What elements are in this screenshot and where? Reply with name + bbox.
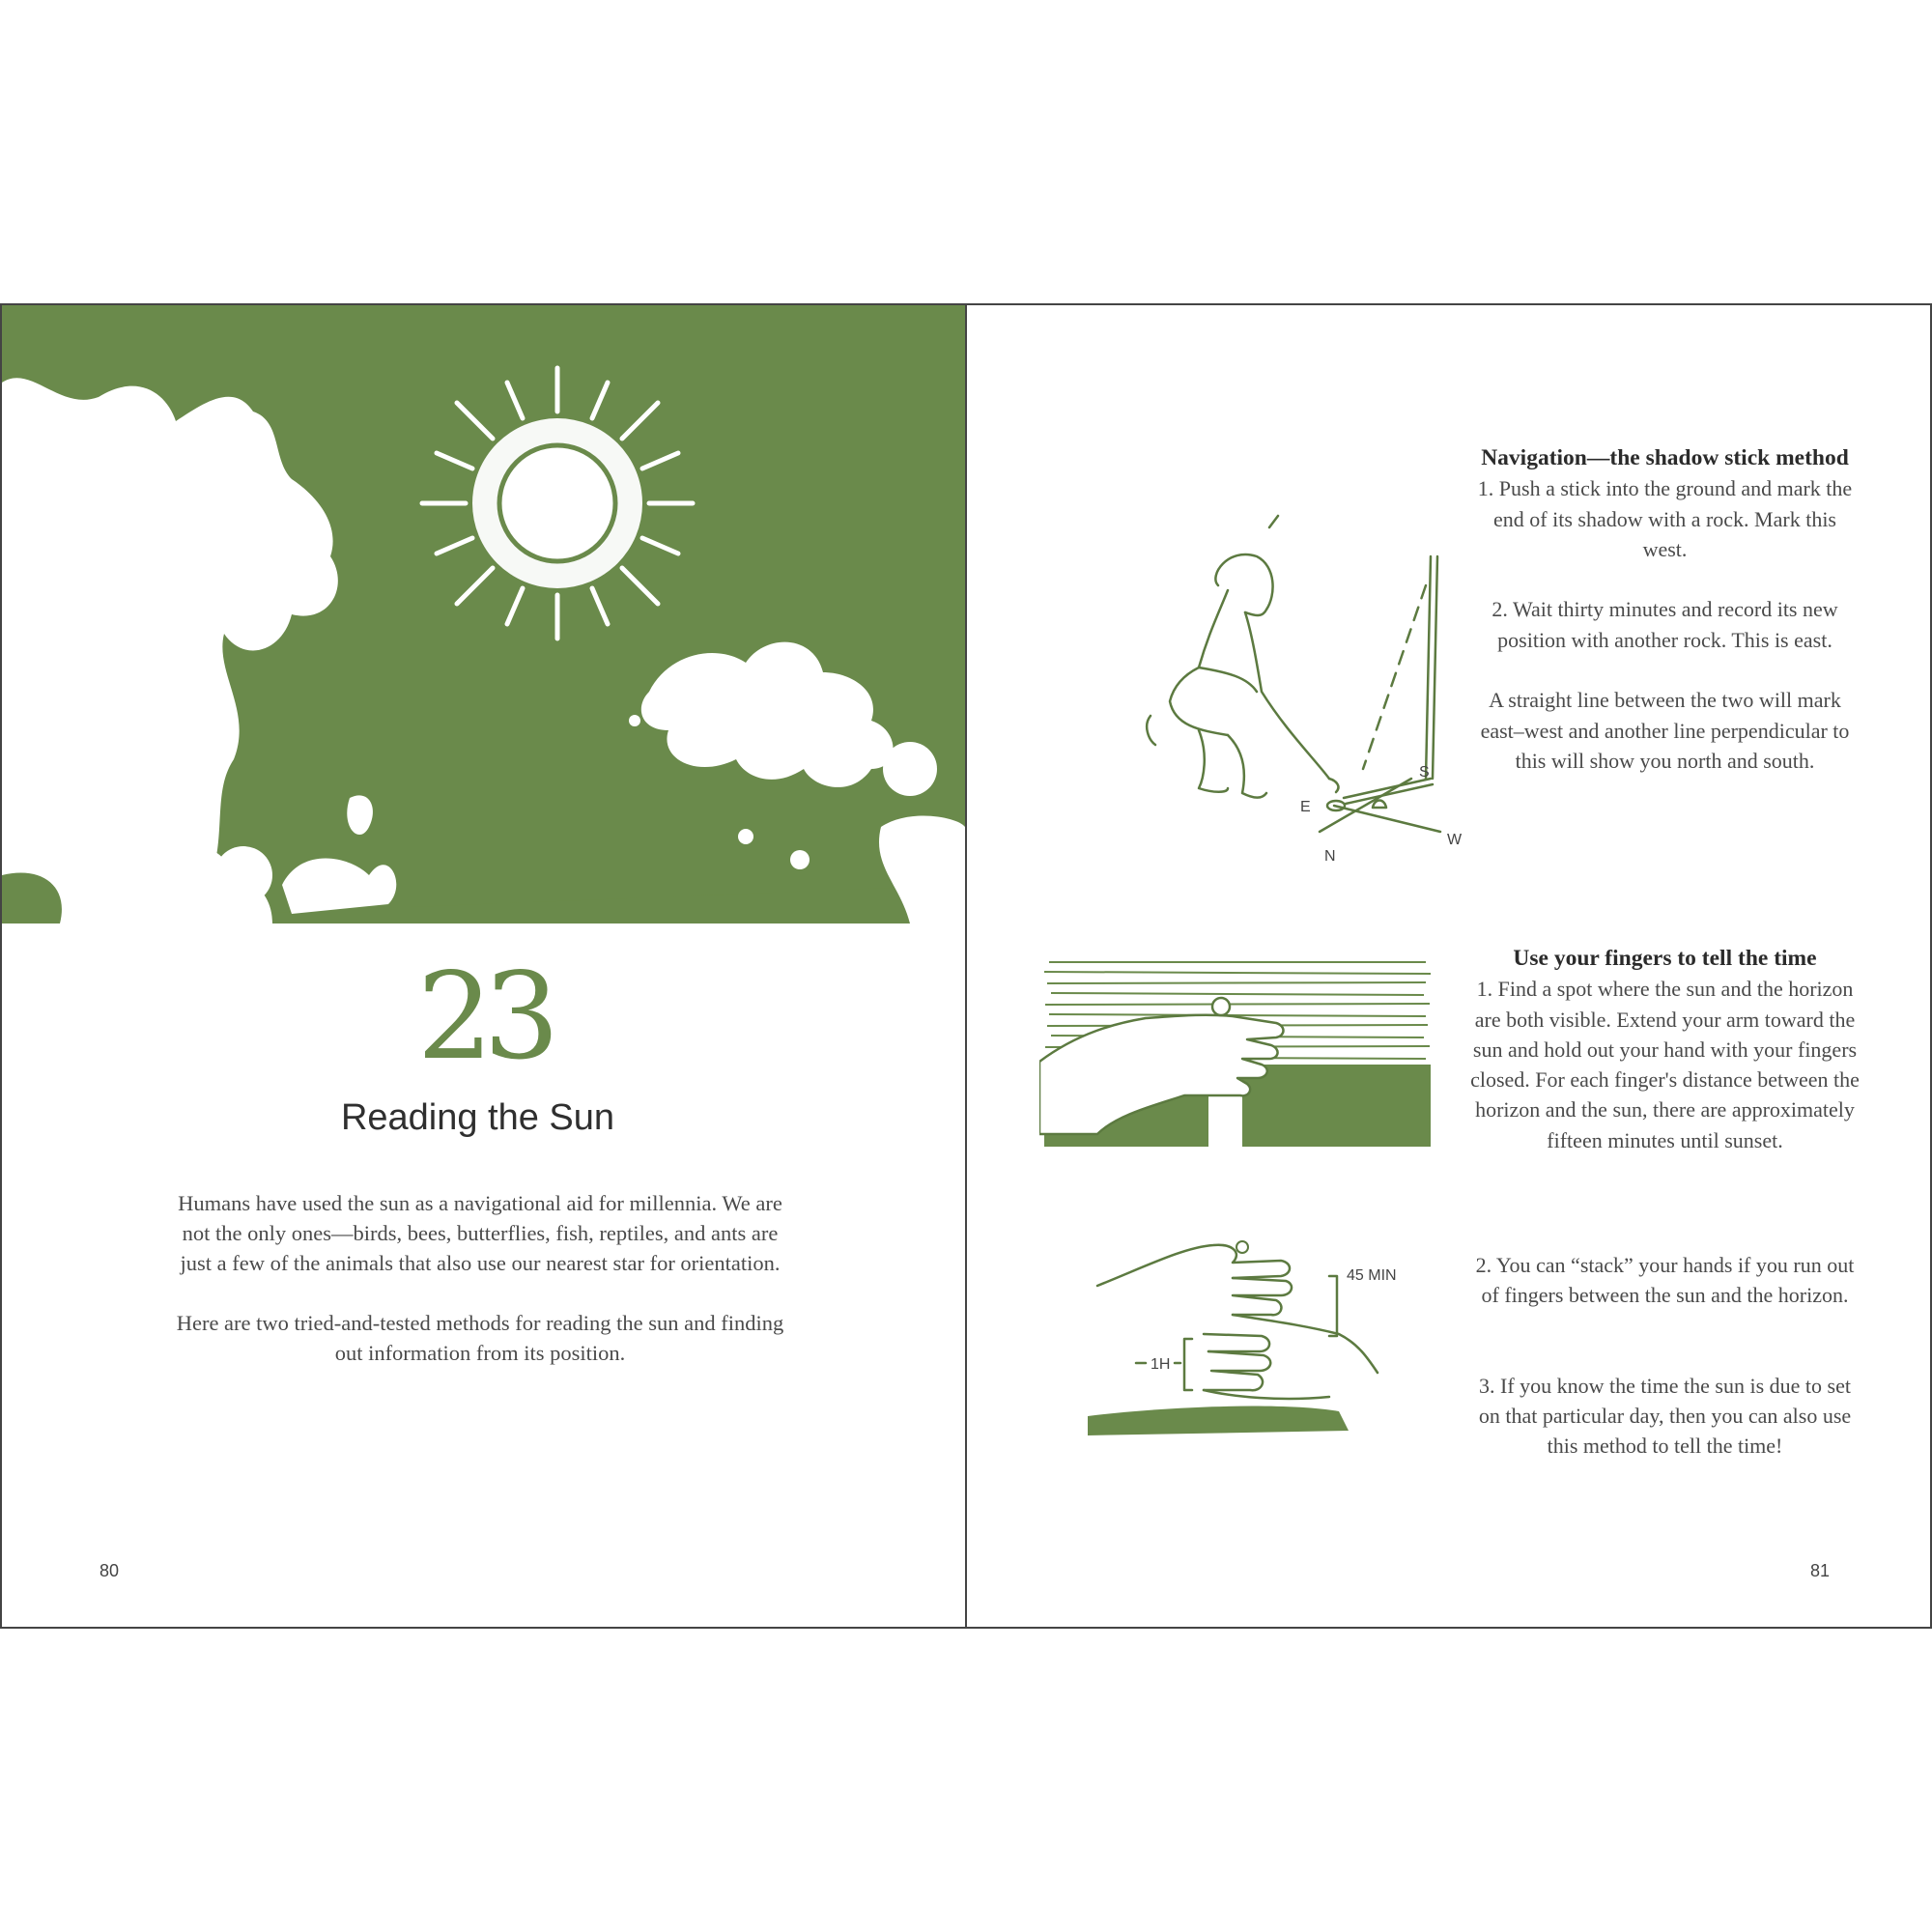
shadow-stick-step-1: 1. Push a stick into the ground and mark the end of its shadow with a rock. Mark this west.	[1477, 476, 1853, 561]
left-page	[0, 305, 965, 1627]
chapter-number: 23	[416, 948, 551, 1087]
compass-label-e: E	[1300, 799, 1311, 815]
shadow-stick-heading: Navigation—the shadow stick method	[1481, 445, 1849, 470]
fingers-text	[1469, 944, 1861, 1185]
hand-horizon-illustration	[1039, 951, 1435, 1158]
stacked-hands-illustration	[1088, 1228, 1435, 1445]
compass-label-n: N	[1324, 848, 1336, 865]
book-spread	[0, 303, 1932, 1629]
compass-label-w: W	[1447, 832, 1463, 848]
intro-paragraph: Here are two tried-and-tested methods for reading the sun and finding out information from its position.	[176, 1311, 784, 1365]
fingers-step-1: 1. Find a spot where the sun and the horizon are both visible. Extend your arm toward the sun and hold out your hand with your fingers closed. For each finger's distance between the horizon and the sun, there are approximately fifteen minutes until sunset.	[1470, 977, 1860, 1152]
fingers-heading: Use your fingers to tell the time	[1513, 946, 1817, 971]
label-45-min: 45 MIN	[1347, 1267, 1397, 1284]
shadow-stick-note: A straight line between the two will mark east–west and another line perpendicular to this will show you north and south.	[1480, 688, 1850, 773]
fingers-step-3: 3. If you know the time the sun is due to set on that particular day, then you can also use this method to tell the time!	[1478, 1373, 1852, 1459]
chapter-title: Reading the Sun	[340, 1097, 615, 1138]
right-page	[965, 305, 1932, 1627]
shadow-stick-illustration	[1083, 498, 1469, 866]
compass-label-s: S	[1419, 764, 1430, 781]
fingers-step-2: 2. You can “stack” your hands if you run out of fingers between the sun and the horizon.	[1475, 1253, 1855, 1308]
page-number-right: 81	[1810, 1561, 1831, 1580]
shadow-stick-text	[1469, 443, 1861, 807]
sky-illustration	[2, 305, 965, 943]
intro-paragraph: Humans have used the sun as a navigational aid for millennia. We are not the only ones—birds, bees, butterflies, fish, reptiles, and ants are just a few of the animals that also use our nearest star for orientation.	[178, 1191, 782, 1275]
label-1h: 1H	[1151, 1356, 1171, 1373]
shadow-stick-step-2: 2. Wait thirty minutes and record its new position with another rock. This is east.	[1492, 597, 1838, 652]
page-number-left: 80	[99, 1561, 120, 1580]
fingers-text-continued	[1469, 1250, 1861, 1492]
intro-text	[166, 1188, 794, 1398]
